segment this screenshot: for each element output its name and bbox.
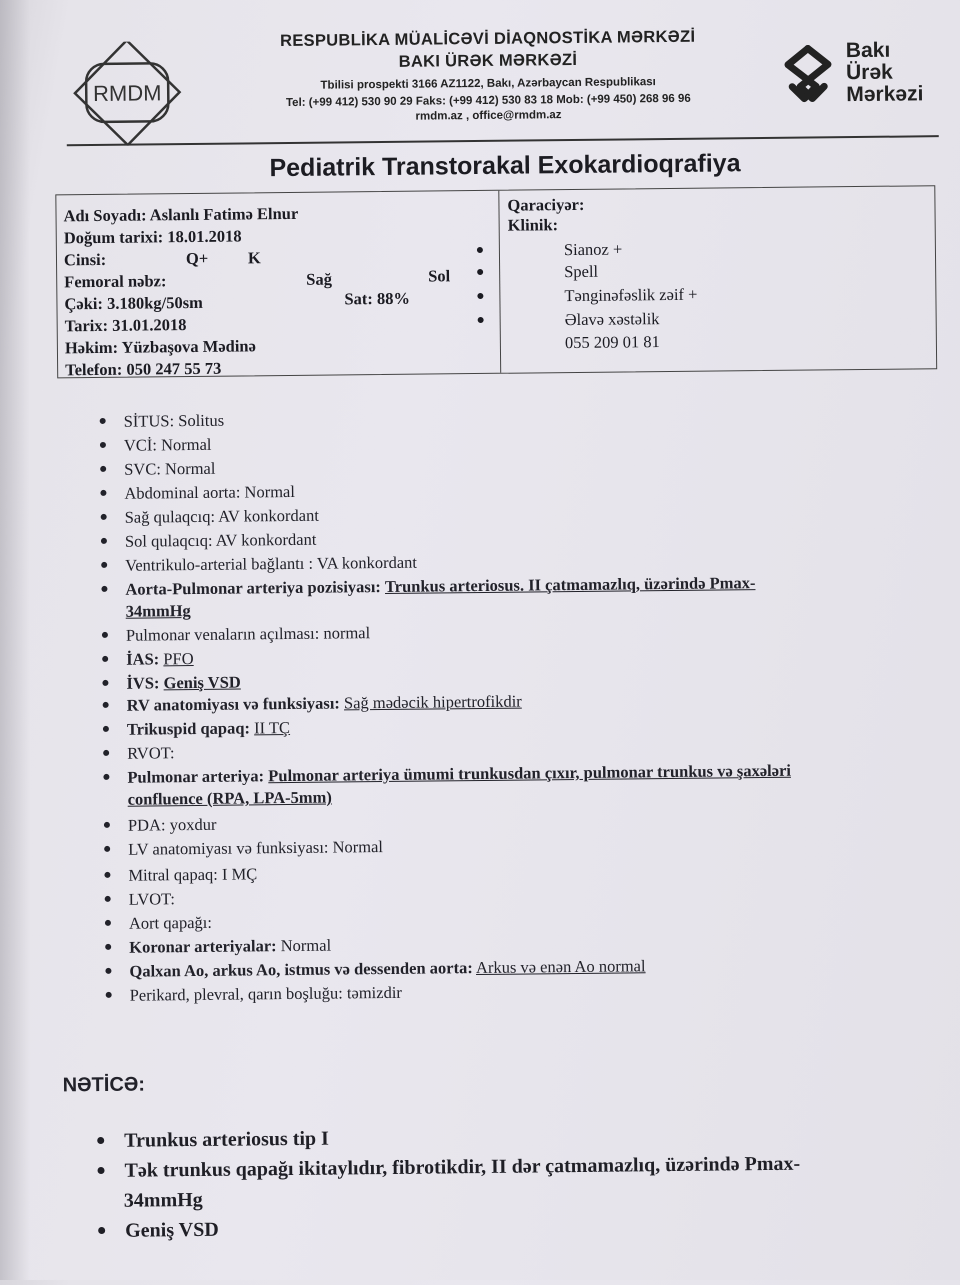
org-phones: Tel: (+99 412) 530 90 29 Faks: (+99 412) 530 83 18 Mob: (+99 450) 268 96 96 — [285, 92, 691, 110]
femoral-pulse-right: Sağ — [306, 269, 332, 289]
finding-mitral: Mitral qapaq: I MÇ — [104, 864, 257, 886]
brand-line: Bakı — [845, 38, 891, 63]
clinical-phone: 055 209 01 81 — [564, 332, 660, 353]
finding-right-atrium: Sağ qulaqcıq: AV konkordant — [101, 506, 319, 528]
document-title: Pediatrik Transtorakal Exokardioqrafiya — [269, 149, 741, 183]
patient-birth-date: Doğum tarixi: 18.01.2018 — [63, 226, 242, 248]
finding-aorta-pulmonary-position-cont: 34mmHg — [125, 601, 191, 621]
bullet-icon — [475, 314, 487, 326]
rmdm-logo — [72, 41, 183, 146]
finding-pda: PDA: yoxdur — [104, 815, 217, 836]
clinical-label: Klinik: — [507, 215, 559, 235]
patient-phone: Telefon: 050 247 55 73 — [65, 358, 222, 380]
finding-situs: SİTUS: Solitus — [100, 411, 225, 432]
conclusion-item-cont: 34mmHg — [123, 1188, 203, 1212]
patient-name: Adı Soyadı: Aslanlı Fatimə Elnur — [63, 203, 299, 226]
finding-ventriculo-arterial: Ventrikulo-arterial bağlantı : VA konkordant — [101, 553, 417, 576]
patient-sex-male: K — [247, 248, 261, 268]
baku-heart-center-brand — [846, 39, 924, 106]
finding-ias: İAS: PFO — [102, 649, 194, 670]
femoral-pulse-label: Femoral nəbz: — [64, 271, 167, 292]
conclusion-item: Geniş VSD — [98, 1219, 219, 1243]
conclusion-item: Trunkus arteriosus tip I — [97, 1128, 329, 1153]
header-divider — [67, 135, 939, 146]
finding-svc: SVC: Normal — [100, 459, 215, 480]
bullet-icon — [474, 290, 486, 302]
patient-weight: Çəki: 3.180kg/50sm — [64, 292, 203, 314]
heart-logo-icon — [780, 42, 837, 113]
femoral-pulse-left: Sol — [428, 266, 451, 286]
brand-line: Mərkəzi — [846, 82, 924, 107]
clinical-item: Tənginəfəslik zəif + — [564, 284, 698, 306]
finding-abdominal-aorta: Abdominal aorta: Normal — [100, 482, 295, 504]
finding-aortic-arch: Qalxan Ao, arkus Ao, istmus və dessenden aorta: Arkus və enən Ao normal — [105, 956, 645, 982]
finding-aorta-pulmonary-position: Aorta-Pulmonar arteriya pozisiyası: Trunkus arteriosus. II çatmamazlıq, üzərində Pmax- — [101, 573, 755, 600]
finding-pulmonary-artery-cont: confluence (RPA, LPA-5mm) — [127, 787, 332, 809]
conclusion-item: Tək trunkus qapağı ikitaylıdır, fibrotikdir, II dər çatmamazlıq, üzərində Pmax- — [97, 1153, 800, 1183]
finding-pulmonary-veins: Pulmonar venaların açılması: normal — [102, 623, 370, 646]
patient-sex-female: Q+ — [185, 248, 209, 269]
finding-lvot: LVOT: — [105, 889, 175, 910]
patient-sex-label: Cinsi: — [63, 249, 107, 270]
finding-pulmonary-artery: Pulmonar arteriya: Pulmonar arteriya ümumi trunkusdan çıxır, pulmonar trunkus və şaxələri — [103, 761, 791, 788]
finding-rvot: RVOT: — [103, 743, 175, 764]
doctor-name: Həkim: Yüzbaşova Mədinə — [64, 336, 256, 358]
rmdm-logo-text: RMDM — [92, 80, 162, 107]
finding-coronary: Koronar arteriyalar: Normal — [105, 936, 331, 958]
conclusion-heading: NƏTİCƏ: — [62, 1073, 146, 1097]
brand-line: Ürək — [845, 60, 893, 85]
org-web: rmdm.az , office@rmdm.az — [415, 109, 562, 123]
bullet-icon — [474, 244, 486, 256]
finding-rv: RV anatomiyası və funksiyası: Sağ mədəcik hipertrofikdir — [103, 692, 522, 716]
finding-left-atrium: Sol qulaqcıq: AV konkordant — [101, 530, 317, 552]
baku-heart-center-logo — [780, 39, 951, 121]
finding-lv: LV anatomiyası və funksiyası: Normal — [104, 837, 383, 860]
rmdm-logo-icon — [72, 41, 183, 146]
referrer-label: Qaraciyər: — [507, 194, 585, 215]
info-box-divider — [498, 191, 501, 373]
bullet-icon — [474, 266, 486, 278]
org-name-line2: BAKI ÜRƏK MƏRKƏZİ — [398, 50, 578, 71]
clinical-item: Sianoz + — [563, 239, 623, 260]
finding-pericardium: Perikard, plevral, qarın boşluğu: təmizdir — [106, 983, 402, 1006]
finding-ivs: İVS: Geniş VSD — [102, 673, 241, 694]
clinical-item: Spell — [564, 261, 599, 282]
finding-aortic-valve: Aort qapağı: — [105, 913, 212, 934]
patient-saturation: Sat: 88% — [344, 288, 411, 309]
clinical-item: Əlavə xəstəlik — [564, 309, 660, 330]
finding-vci: VCİ: Normal — [100, 435, 212, 456]
org-address: Tbilisi prospekti 3166 AZ1122, Bakı, Azərbaycan Respublikası — [320, 76, 656, 92]
org-name-line1: RESPUBLİKA MÜALİCƏVİ DİAQNOSTİKA MƏRKƏZİ — [280, 27, 696, 51]
finding-tricuspid: Trikuspid qapaq: II TÇ — [103, 718, 290, 740]
exam-date: Tarix: 31.01.2018 — [64, 315, 187, 336]
